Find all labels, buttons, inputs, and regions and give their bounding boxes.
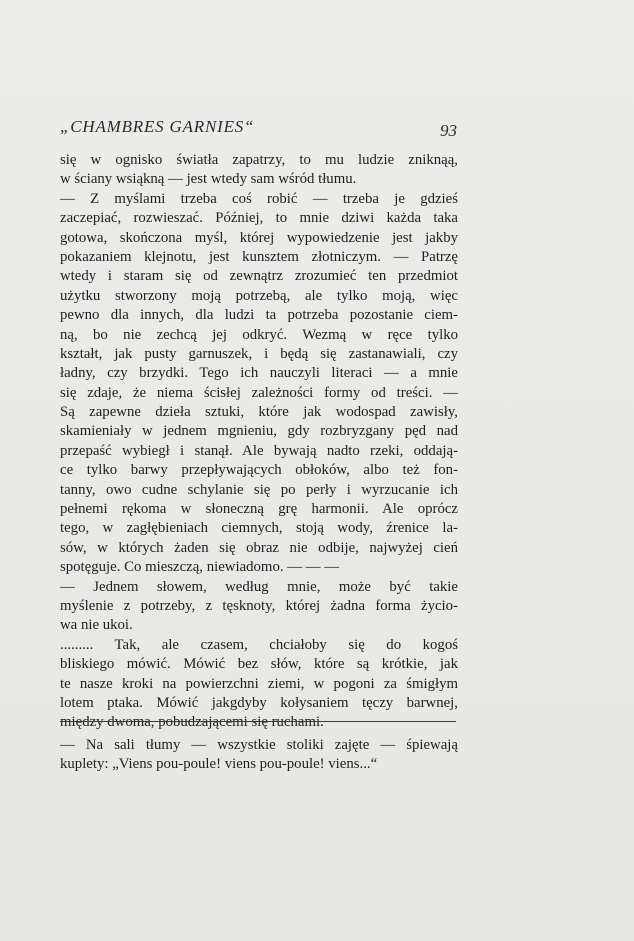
separator-rule	[60, 721, 456, 722]
text-line: wa nie ukoi.	[60, 617, 133, 634]
text-line: w ściany wsiąkną — jest wtedy sam wśród tłumu.	[60, 171, 357, 188]
text-line: się zdaje, że niema ścisłej zależności formy od treści. —	[60, 384, 458, 401]
text-line: Są zapewne dzieła sztuki, które jak wodospad zawisły,	[60, 404, 458, 421]
body-text	[60, 151, 458, 733]
text-line: pokazaniem klejnotu, jest kunsztem złotniczym. — Patrzę	[60, 248, 458, 265]
text-line: lotem ptaka. Mówić jakgdyby kołysaniem tęczy barwnej,	[60, 694, 458, 711]
footnote-line: — Na sali tłumy — wszystkie stoliki zajęte — śpiewają	[60, 737, 458, 753]
text-line: użytku stworzony moją potrzebą, ale tylko moją, więc	[60, 287, 458, 304]
text-line: gotowa, skończona myśl, której wypowiedzenie jest jakby	[60, 229, 458, 246]
text-line: wtedy i staram się od zewnątrz zrozumieć ten przedmiot	[60, 268, 458, 285]
text-line: spotęguje. Co mieszczą, niewiadomo. — — —	[60, 559, 340, 576]
text-line: bliskiego mówić. Mówić bez słów, które są krótkie, jak	[60, 656, 458, 673]
text-line: się w ognisko światła zapatrzy, to mu ludzie zniknąą,	[60, 152, 458, 168]
text-line: ładny, czy brzydki. Tego ich nauczyli literaci — a mnie	[60, 365, 458, 382]
text-line: tego, w zagłębieniach ciemnych, stoją wody, źrenice la-	[60, 520, 458, 537]
text-line: skamieniały w jednem mgnieniu, gdy rozbryzgany pęd nad	[60, 423, 458, 440]
page-number: 93	[440, 121, 457, 140]
text-line: myślenie z potrzeby, z tęsknoty, której żadna forma życio-	[60, 597, 458, 614]
text-line: ......... Tak, ale czasem, chciałoby się do kogoś	[60, 636, 458, 653]
running-title: „CHAMBRES GARNIES“	[60, 117, 255, 136]
text-line: tanny, owo cudne schylanie się po perły i wyrzucanie ich	[60, 481, 458, 498]
text-line: kształt, jak pusty garnuszek, i będą się zastanawiali, czy	[60, 345, 458, 362]
text-line: pewno dla innych, dla ludzi ta potrzeba pozostanie ciem-	[60, 307, 458, 324]
text-line: zaczepiać, rozwieszać. Później, to mnie dziwi każda taka	[60, 210, 458, 227]
text-line: sów, w których żaden się obraz nie odbije, najwyżej cień	[60, 539, 458, 556]
text-line: te nasze kroki na powierzchni ziemi, w pogoni za śmigłym	[60, 675, 458, 692]
text-line: między dwoma, pobudzającemi się ruchami.	[60, 714, 324, 731]
footnote-line: kuplety: „Viens pou-poule! viens pou-poule! viens...“	[60, 756, 378, 773]
text-line: — Jednem słowem, według mnie, może być takie	[60, 578, 458, 595]
footnote	[60, 736, 458, 775]
text-line: — Z myślami trzeba coś robić — trzeba je gdzieś	[60, 190, 458, 207]
text-line: ną, bo nie zechcą jej odkryć. Wezmą w ręce tylko	[60, 326, 458, 343]
text-line: przepaść wybiegł i stanął. Ale bywają nadto rzeki, oddają-	[60, 442, 458, 459]
text-line: pełnemi rękoma w słoneczną grę harmonii. Ale oprócz	[60, 501, 458, 518]
text-line: ce tylko barwy przepływających obłoków, albo też fon-	[60, 462, 458, 479]
